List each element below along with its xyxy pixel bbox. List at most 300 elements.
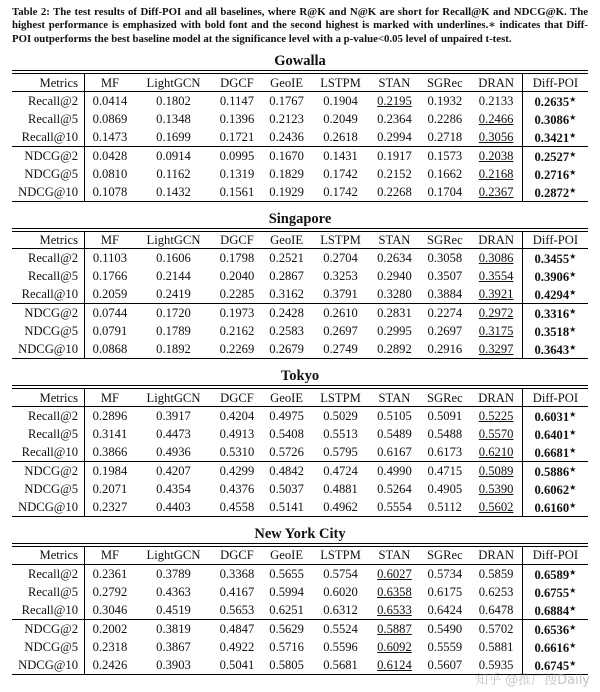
table-row	[12, 110, 588, 128]
table-cell: 0.5029	[323, 409, 358, 423]
table-cell: 0.5702	[470, 619, 522, 638]
table-cell: 0.2521	[269, 251, 304, 266]
table-cell: 0.3046	[92, 602, 128, 617]
table-cell: 0.5607	[419, 656, 470, 675]
significance-star: ★	[569, 658, 577, 668]
table-cell: 0.2679	[262, 340, 312, 359]
table-cell	[522, 498, 588, 517]
table-cell: 0.3280	[377, 287, 412, 302]
table-cell: 0.5734	[427, 566, 463, 581]
city-section	[12, 367, 588, 517]
table-cell: 0.1767	[269, 93, 304, 108]
column-header: SGRec	[419, 74, 470, 92]
second-best-value: 0.6124	[377, 657, 412, 672]
metric-label: Recall@10	[12, 285, 85, 304]
metric-label: NDCG@5	[12, 165, 85, 183]
table-row	[12, 267, 588, 285]
table-cell: 0.5037	[269, 482, 304, 496]
table-row	[12, 249, 588, 268]
table-cell: 0.1789	[156, 324, 191, 339]
table-cell: 0.1704	[419, 183, 470, 202]
table-cell: 0.3867	[156, 639, 191, 654]
table-cell: 0.2419	[156, 287, 191, 302]
significance-star: ★	[569, 501, 577, 510]
table-cell: 0.2040	[219, 269, 255, 284]
column-header: Diff-POI	[522, 74, 588, 92]
significance-star: ★	[569, 343, 577, 353]
significance-star: ★	[569, 622, 577, 632]
significance-star: ★	[569, 483, 577, 492]
second-best-value: 0.6210	[478, 445, 514, 459]
column-header: Diff-POI	[522, 231, 588, 249]
second-best-value: 0.2466	[478, 111, 514, 126]
table-cell	[370, 601, 420, 620]
table-cell: 0.5859	[470, 564, 522, 583]
table-cell	[522, 425, 588, 443]
table-cell	[470, 425, 522, 443]
column-header: DGCF	[212, 74, 262, 92]
significance-star: ★	[569, 94, 577, 104]
table-cell: 0.0869	[92, 111, 128, 126]
table-cell: 0.5105	[377, 409, 412, 423]
column-header: STAN	[370, 547, 420, 565]
table-cell: 0.3368	[219, 566, 255, 581]
table-cell: 0.6175	[427, 584, 463, 599]
table-cell: 0.1473	[92, 129, 128, 144]
table-row	[12, 583, 588, 601]
column-header: LightGCN	[135, 547, 212, 565]
table-cell: 0.5881	[470, 638, 522, 656]
table-cell	[522, 91, 588, 110]
city-section	[12, 525, 588, 675]
results-table	[12, 231, 588, 360]
second-best-value: 0.2195	[377, 93, 412, 108]
table-cell: 0.2274	[419, 304, 470, 323]
table-cell: 0.2152	[377, 166, 412, 181]
table-cell: 0.5655	[269, 566, 304, 581]
best-value: 0.6616	[534, 640, 570, 655]
table-cell: 0.1742	[311, 183, 369, 202]
table-cell: 0.1742	[323, 166, 358, 181]
metric-label: NDCG@5	[12, 322, 85, 340]
table-cell: 0.1917	[370, 146, 420, 165]
significance-star: ★	[569, 149, 577, 159]
table-cell: 0.2059	[92, 287, 128, 302]
table-row	[12, 285, 588, 304]
table-row	[12, 462, 588, 481]
table-cell	[522, 462, 588, 481]
metric-label: NDCG@2	[12, 619, 85, 638]
table-cell: 0.0995	[212, 146, 262, 165]
table-cell: 0.6478	[470, 601, 522, 620]
table-cell: 0.2697	[427, 324, 463, 339]
table-cell: 0.5805	[262, 656, 312, 675]
table-cell: 0.5310	[219, 445, 255, 459]
table-cell: 0.1766	[92, 269, 128, 284]
table-cell: 0.1932	[427, 93, 463, 108]
second-best-value: 0.5887	[377, 621, 412, 636]
metric-label: Recall@10	[12, 128, 85, 147]
table-cell: 0.4207	[135, 462, 212, 481]
table-row	[12, 480, 588, 498]
table-cell	[470, 183, 522, 202]
table-cell: 0.3903	[135, 656, 212, 675]
table-cell: 0.2327	[85, 498, 135, 517]
significance-star: ★	[569, 185, 577, 195]
table-cell: 0.2749	[311, 340, 369, 359]
table-cell: 0.6312	[323, 602, 358, 617]
table-cell: 0.5994	[269, 584, 304, 599]
table-cell: 0.2940	[377, 269, 412, 284]
table-cell: 0.1078	[85, 183, 135, 202]
table-cell: 0.3917	[156, 409, 191, 423]
table-cell: 0.5681	[311, 656, 369, 675]
table-cell: 0.4354	[156, 482, 191, 496]
table-row	[12, 91, 588, 110]
watermark: 知乎 @推广搜Daily	[474, 673, 590, 688]
table-cell: 0.1432	[135, 183, 212, 202]
table-cell: 0.5554	[370, 498, 420, 517]
best-value: 0.6884	[534, 603, 570, 618]
table-cell: 0.6167	[377, 445, 412, 459]
second-best-value: 0.3297	[478, 342, 514, 357]
table-cell	[522, 322, 588, 340]
table-cell: 0.5653	[219, 602, 255, 617]
table-cell: 0.4204	[219, 409, 255, 423]
city-title: Gowalla	[12, 52, 588, 71]
metric-label: Recall@2	[12, 407, 85, 426]
table-cell: 0.2364	[377, 111, 412, 126]
column-header: GeoIE	[262, 547, 312, 565]
table-cell: 0.1606	[156, 251, 191, 266]
table-cell: 0.2831	[370, 304, 420, 323]
city-title: New York City	[12, 525, 588, 544]
metric-label: Recall@2	[12, 91, 85, 110]
best-value: 0.6681	[534, 446, 570, 460]
column-header: LSTPM	[311, 389, 369, 407]
second-best-value: 0.5089	[478, 464, 514, 478]
table-cell: 0.2634	[377, 251, 412, 266]
table-cell: 0.1162	[156, 166, 191, 181]
significance-star: ★	[569, 307, 577, 317]
table-cell: 0.1929	[262, 183, 312, 202]
column-header: LSTPM	[311, 231, 369, 249]
table-cell: 0.5141	[262, 498, 312, 517]
second-best-value: 0.6092	[377, 639, 412, 654]
table-cell: 0.2583	[269, 324, 304, 339]
column-header: DRAN	[470, 74, 522, 92]
table-cell: 0.2995	[377, 324, 412, 339]
best-value: 0.2716	[534, 167, 570, 182]
table-cell	[522, 601, 588, 620]
table-cell: 0.4558	[212, 498, 262, 517]
best-value: 0.6031	[534, 410, 570, 424]
metric-label: Recall@5	[12, 110, 85, 128]
table-cell: 0.4376	[219, 482, 255, 496]
city-title: Singapore	[12, 210, 588, 229]
column-header: LSTPM	[311, 547, 369, 565]
best-value: 0.6401	[534, 428, 570, 442]
table-cell: 0.2285	[219, 287, 255, 302]
table-row	[12, 340, 588, 359]
table-cell: 0.2426	[85, 656, 135, 675]
table-row	[12, 425, 588, 443]
table-cell: 0.4962	[311, 498, 369, 517]
table-cell	[470, 304, 522, 323]
column-header: Diff-POI	[522, 547, 588, 565]
header-row	[12, 74, 588, 92]
table-cell	[370, 656, 420, 675]
column-header: Metrics	[12, 547, 85, 565]
significance-star: ★	[569, 446, 577, 455]
table-cell	[470, 340, 522, 359]
table-cell	[522, 285, 588, 304]
second-best-value: 0.5602	[478, 500, 514, 514]
best-value: 0.3643	[534, 343, 570, 358]
table-cell: 0.0810	[92, 166, 128, 181]
table-cell: 0.5112	[419, 498, 470, 517]
table-cell	[522, 183, 588, 202]
table-cell	[470, 128, 522, 147]
column-header: Metrics	[12, 74, 85, 92]
table-cell: 0.2867	[269, 269, 304, 284]
table-row	[12, 619, 588, 638]
metric-label: Recall@10	[12, 443, 85, 462]
significance-star: ★	[569, 603, 577, 613]
table-cell: 0.6253	[470, 583, 522, 601]
column-header: DRAN	[470, 547, 522, 565]
section-gap	[12, 202, 588, 210]
table-cell: 0.2123	[269, 111, 304, 126]
table-row	[12, 165, 588, 183]
table-cell: 0.2697	[323, 324, 358, 339]
metric-label: NDCG@5	[12, 638, 85, 656]
table-cell: 0.2318	[92, 639, 128, 654]
significance-star: ★	[569, 465, 577, 474]
table-cell	[470, 443, 522, 462]
column-header: Metrics	[12, 389, 85, 407]
second-best-value: 0.6358	[377, 584, 412, 599]
table-cell: 0.4473	[156, 427, 191, 441]
table-cell	[522, 146, 588, 165]
table-cell: 0.5726	[269, 445, 304, 459]
significance-star: ★	[569, 640, 577, 650]
column-header: LightGCN	[135, 231, 212, 249]
table-cell: 0.4715	[419, 462, 470, 481]
column-header: LSTPM	[311, 74, 369, 92]
column-header: Metrics	[12, 231, 85, 249]
table-cell: 0.5408	[269, 427, 304, 441]
table-cell: 0.1103	[92, 251, 128, 266]
table-cell: 0.0428	[85, 146, 135, 165]
metric-label: Recall@10	[12, 601, 85, 620]
best-value: 0.6745	[534, 658, 570, 673]
column-header: GeoIE	[262, 74, 312, 92]
table-cell	[370, 91, 420, 110]
metric-label: Recall@5	[12, 425, 85, 443]
table-cell: 0.2892	[370, 340, 420, 359]
best-value: 0.3455	[534, 252, 570, 267]
table-cell	[470, 146, 522, 165]
second-best-value: 0.6533	[377, 602, 412, 617]
column-header: SGRec	[419, 231, 470, 249]
table-cell	[522, 583, 588, 601]
table-row	[12, 146, 588, 165]
table-cell: 0.0414	[92, 93, 128, 108]
column-header: SGRec	[419, 389, 470, 407]
table-cell	[522, 249, 588, 268]
table-cell: 0.5489	[377, 427, 412, 441]
results-tables	[12, 52, 588, 674]
table-cell: 0.1984	[85, 462, 135, 481]
table-cell: 0.2133	[470, 91, 522, 110]
table-cell	[470, 110, 522, 128]
table-cell: 0.6424	[427, 602, 463, 617]
table-cell	[522, 638, 588, 656]
column-header: MF	[85, 74, 135, 92]
city-title: Tokyo	[12, 367, 588, 386]
table-row	[12, 498, 588, 517]
significance-star: ★	[569, 288, 577, 298]
table-cell	[522, 443, 588, 462]
table-cell: 0.5716	[269, 639, 304, 654]
table-cell	[470, 480, 522, 498]
table-cell: 0.5041	[212, 656, 262, 675]
table-cell: 0.6251	[269, 602, 304, 617]
table-cell: 0.1829	[269, 166, 304, 181]
metric-label: NDCG@5	[12, 480, 85, 498]
table-row	[12, 304, 588, 323]
table-cell: 0.3884	[427, 287, 463, 302]
section-gap	[12, 359, 588, 367]
table-cell: 0.3789	[156, 566, 191, 581]
significance-star: ★	[569, 112, 577, 122]
table-cell	[470, 462, 522, 481]
table-cell: 0.1802	[156, 93, 191, 108]
table-cell	[522, 304, 588, 323]
table-cell: 0.3162	[269, 287, 304, 302]
best-value: 0.6536	[534, 622, 570, 637]
best-value: 0.4294	[534, 288, 570, 303]
table-row	[12, 443, 588, 462]
table-cell: 0.2916	[419, 340, 470, 359]
table-cell: 0.2269	[212, 340, 262, 359]
metric-label: Recall@5	[12, 267, 85, 285]
table-cell	[522, 480, 588, 498]
results-table	[12, 546, 588, 675]
significance-star: ★	[569, 410, 577, 419]
second-best-value: 0.3086	[478, 251, 514, 266]
table-cell: 0.1721	[219, 129, 255, 144]
table-cell: 0.1798	[219, 251, 255, 266]
column-header: LightGCN	[135, 389, 212, 407]
column-header: DGCF	[212, 231, 262, 249]
significance-star: ★	[569, 567, 577, 577]
table-cell: 0.4363	[156, 584, 191, 599]
table-cell: 0.5629	[262, 619, 312, 638]
table-cell	[470, 407, 522, 426]
table-cell	[522, 267, 588, 285]
table-cell: 0.1904	[323, 93, 358, 108]
significance-star: ★	[569, 130, 577, 140]
metric-label: Recall@2	[12, 564, 85, 583]
table-cell: 0.4847	[212, 619, 262, 638]
table-cell: 0.2002	[85, 619, 135, 638]
table-cell: 0.2071	[92, 482, 128, 496]
table-cell: 0.4519	[156, 602, 191, 617]
table-cell: 0.2436	[269, 129, 304, 144]
table-cell: 0.3791	[323, 287, 358, 302]
metric-label: NDCG@10	[12, 656, 85, 675]
table-cell: 0.4299	[212, 462, 262, 481]
column-header: DGCF	[212, 547, 262, 565]
city-section	[12, 52, 588, 202]
table-cell: 0.1396	[219, 111, 255, 126]
results-table	[12, 73, 588, 202]
significance-star: ★	[569, 270, 577, 280]
table-cell	[470, 322, 522, 340]
table-caption: Table 2: The test results of Diff-POI and all baselines, where R@K and N@K are short for Recall@K and NDCG@K. The highest performance is emphasized with bold font and the second highest is marked with underlines.∗ indicates that Diff-POI outperforms the best baseline model at the significance level with a p-value<0.05 level of unpaired t-test.	[12, 6, 588, 45]
second-best-value: 0.5225	[478, 409, 514, 423]
second-best-value: 0.2038	[478, 148, 514, 163]
best-value: 0.6589	[534, 567, 570, 582]
best-value: 0.3086	[534, 112, 570, 127]
table-cell: 0.1720	[135, 304, 212, 323]
table-cell: 0.2428	[262, 304, 312, 323]
column-header: MF	[85, 389, 135, 407]
table-cell	[470, 267, 522, 285]
table-cell	[470, 249, 522, 268]
table-cell: 0.1573	[419, 146, 470, 165]
best-value: 0.2872	[534, 185, 570, 200]
results-table	[12, 388, 588, 517]
table-cell	[470, 165, 522, 183]
table-cell	[370, 564, 420, 583]
table-cell: 0.4990	[370, 462, 420, 481]
table-cell: 0.2162	[219, 324, 255, 339]
column-header: GeoIE	[262, 389, 312, 407]
table-cell: 0.2718	[427, 129, 463, 144]
best-value: 0.5886	[534, 465, 570, 479]
section-gap	[12, 517, 588, 525]
table-cell: 0.2704	[323, 251, 358, 266]
table-cell: 0.2049	[323, 111, 358, 126]
best-value: 0.2635	[534, 94, 570, 109]
best-value: 0.6755	[534, 585, 570, 600]
best-value: 0.6062	[534, 483, 570, 497]
table-cell: 0.2268	[370, 183, 420, 202]
table-row	[12, 183, 588, 202]
table-cell: 0.4167	[219, 584, 255, 599]
table-row	[12, 638, 588, 656]
column-header: GeoIE	[262, 231, 312, 249]
table-cell: 0.2610	[311, 304, 369, 323]
best-value: 0.2527	[534, 149, 570, 164]
significance-star: ★	[569, 167, 577, 177]
table-cell: 0.2792	[92, 584, 128, 599]
table-cell	[522, 165, 588, 183]
metric-label: NDCG@10	[12, 340, 85, 359]
metric-label: NDCG@2	[12, 146, 85, 165]
table-row	[12, 322, 588, 340]
table-cell: 0.1699	[156, 129, 191, 144]
second-best-value: 0.3554	[478, 269, 514, 284]
metric-label: NDCG@10	[12, 183, 85, 202]
table-cell: 0.1431	[311, 146, 369, 165]
best-value: 0.3316	[534, 307, 570, 322]
table-cell: 0.1147	[219, 93, 255, 108]
significance-star: ★	[569, 585, 577, 595]
